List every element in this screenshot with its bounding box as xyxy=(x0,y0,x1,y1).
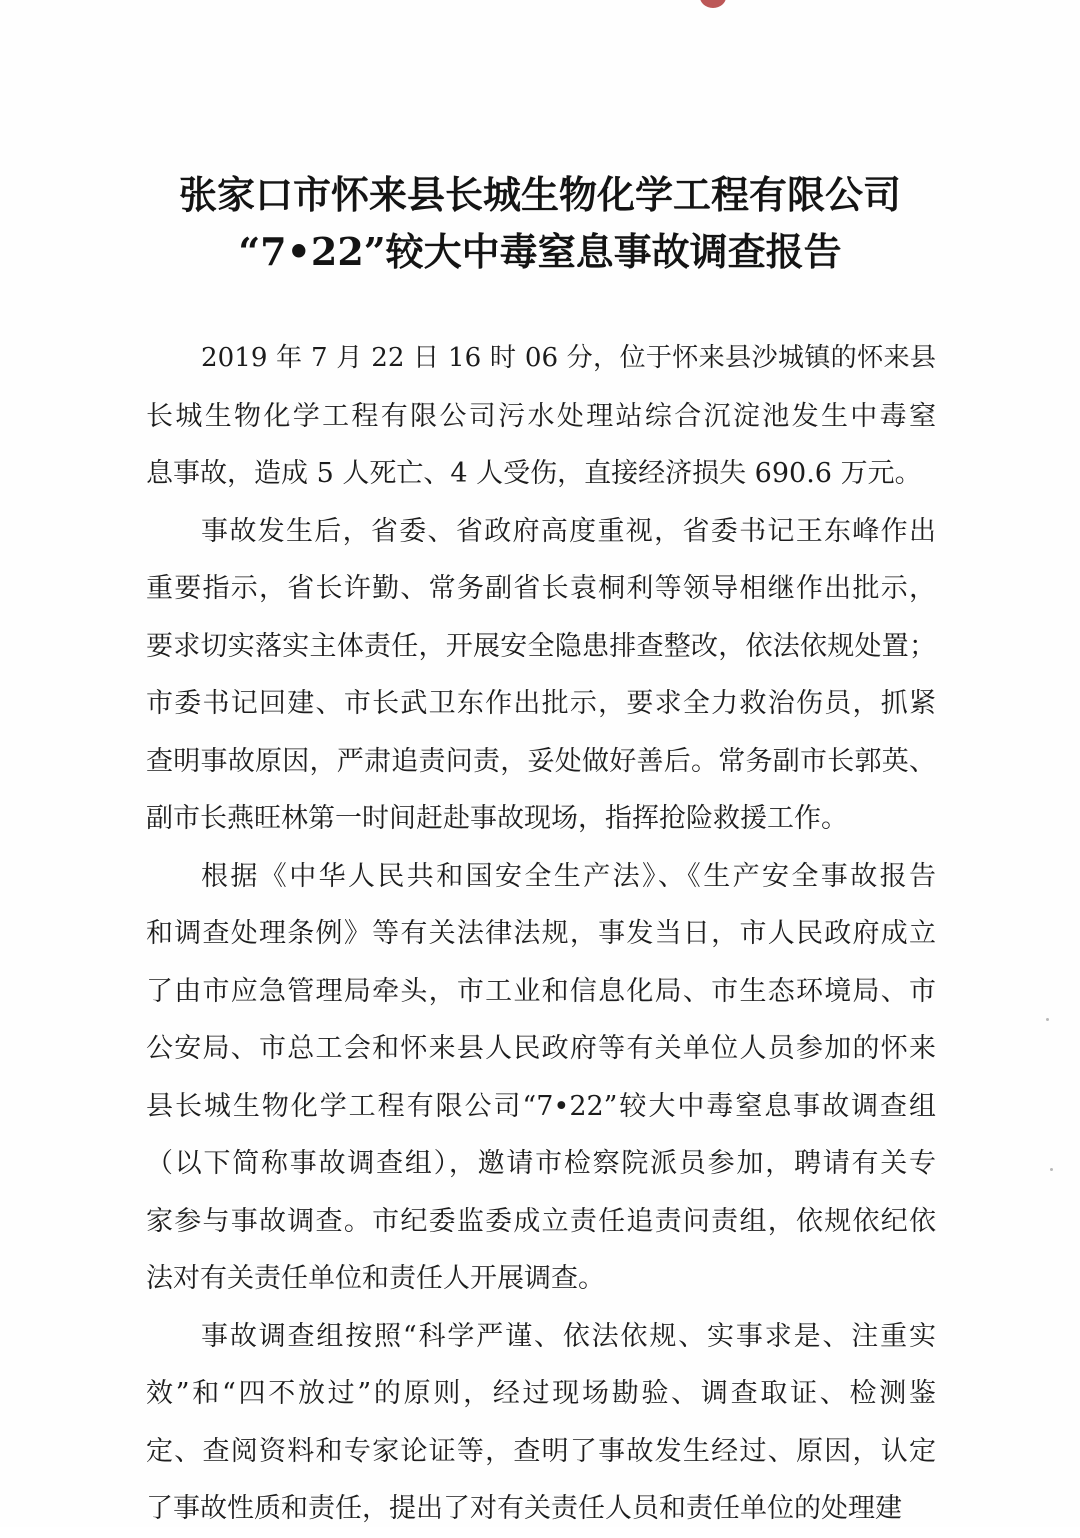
paragraph-line: 了由市应急管理局牵头，市工业和信息化局、市生态环境局、市 xyxy=(146,975,936,1007)
paragraph-line: 公安局、市总工会和怀来县人民政府等有关单位人员参加的怀来 xyxy=(146,1033,936,1064)
scan-speck xyxy=(1046,1018,1049,1021)
document-title-line-2: “7•22”较大中毒窒息事故调查报告 xyxy=(238,229,842,274)
paragraph-line: 根据《中华人民共和国安全生产法》、《生产安全事故报告 xyxy=(201,860,936,892)
paragraph-line: 了事故性质和责任，提出了对有关责任人员和责任单位的处理建 xyxy=(146,1493,902,1524)
paragraph-line: 效”和“四不放过”的原则，经过现场勘验、调查取证、检测鉴 xyxy=(146,1378,936,1409)
paragraph-line: 息事故，造成 5 人死亡、4 人受伤，直接经济损失 690.6 万元。 xyxy=(146,458,922,489)
paragraph-line: 法对有关责任单位和责任人开展调查。 xyxy=(146,1263,605,1294)
paragraph-line: 副市长燕旺林第一时间赶赴事故现场，指挥抢险救援工作。 xyxy=(146,803,848,834)
paragraph-line: 市委书记回建、市长武卫东作出批示，要求全力救治伤员，抓紧 xyxy=(146,688,936,719)
paragraph-line: （以下简称事故调查组），邀请市检察院派员参加，聘请有关专 xyxy=(146,1148,936,1179)
scan-speck xyxy=(1050,1168,1053,1171)
paragraph-line: 要求切实落实主体责任，开展安全隐患排查整改，依法依规处置； xyxy=(146,630,936,662)
paragraph-line: 和调查处理条例》等有关法律法规，事发当日，市人民政府成立 xyxy=(146,918,936,949)
document-title-line-1: 张家口市怀来县长城生物化学工程有限公司 xyxy=(178,172,901,217)
paragraph-line: 事故调查组按照“科学严谨、依法依规、实事求是、注重实 xyxy=(201,1320,936,1352)
paragraph xyxy=(146,330,936,503)
paragraph-line: 定、查阅资料和专家论证等，查明了事故发生经过、原因，认定 xyxy=(146,1435,936,1467)
paragraph-line: 查明事故原因，严肃追责问责，妥处做好善后。常务副市长郭英、 xyxy=(146,745,936,777)
paragraph xyxy=(146,1308,936,1538)
paragraph-line: 重要指示，省长许勤、常务副省长袁桐利等领导相继作出批示， xyxy=(146,573,936,604)
paragraph-line: 长城生物化学工程有限公司污水处理站综合沉淀池发生中毒窒 xyxy=(146,400,936,432)
paragraph-line: 2019 年 7 月 22 日 16 时 06 分，位于怀来县沙城镇的怀来县 xyxy=(201,343,936,373)
paragraph-line: 事故发生后，省委、省政府高度重视，省委书记王东峰作出 xyxy=(201,515,936,547)
seal-mark-fragment xyxy=(700,0,726,8)
paragraph xyxy=(146,848,936,1308)
paragraph-line: 家参与事故调查。市纪委监委成立责任追责问责组，依规依纪依 xyxy=(146,1205,936,1237)
paragraph xyxy=(146,503,936,848)
document-body xyxy=(146,330,936,1538)
paragraph-line: 县长城生物化学工程有限公司“7•22”较大中毒窒息事故调查组 xyxy=(146,1090,936,1122)
